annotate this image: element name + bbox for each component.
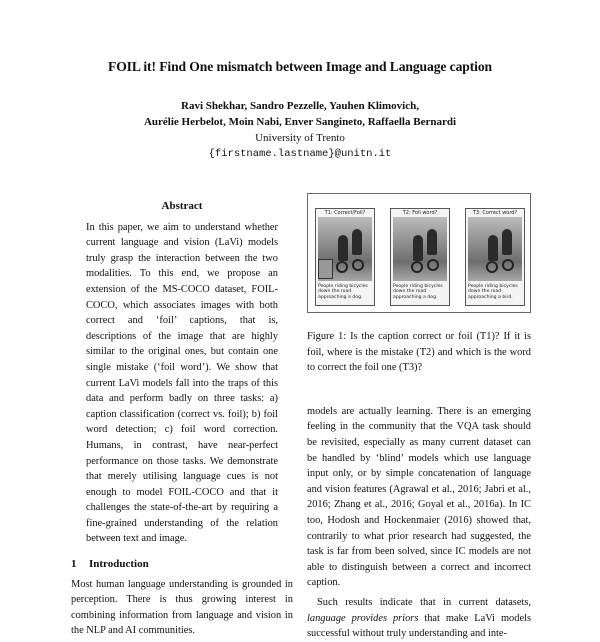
figure-panel-t3 bbox=[465, 208, 525, 306]
left-column bbox=[71, 199, 293, 639]
abstract-heading: Abstract bbox=[161, 200, 203, 212]
panel-inset-dog bbox=[318, 259, 333, 279]
author-block bbox=[0, 98, 600, 162]
right-column bbox=[307, 193, 531, 642]
paper-title: FOIL it! Find One mismatch between Image and Language caption bbox=[108, 59, 492, 74]
abstract-text: In this paper, we aim to understand whether current language and vision (LaVi) models truly grasp the interaction between the two modalities. To this end, we propose an extension of the MS-COCO dataset, FOIL-COCO, which associates images with both correct and ‘foil’ captions, that is, descriptions of the image that are highly similar to the original ones, but contain one single mistake (‘foil word’). We show that current LaVi models fall into the traps of this data and perform badly on three tasks: a) caption classification (correct vs. foil); b) foil word detection; c) foil word correction. Humans, in contrast, have near-perfect performance on those tasks. We demonstrate that merely utilising language cues is not enough to model FOIL-COCO and that it challenges the state-of-the-art by requiring a fine-grained understanding of the relation between text and image. bbox=[86, 221, 278, 545]
affiliation: University of Trento bbox=[255, 132, 345, 144]
right-column-body bbox=[307, 404, 531, 642]
figure-caption: Figure 1: Is the caption correct or foil (T1)? If it is foil, where is the mistake (T2) and which is the word to correct the foil one (T3)? bbox=[307, 331, 531, 374]
panel-header: T2: Foil word? bbox=[402, 210, 438, 216]
section-title: Introduction bbox=[89, 558, 149, 571]
figure-1 bbox=[307, 193, 531, 313]
panel-caption: People riding bicycles down the road approaching a dog. bbox=[318, 284, 368, 300]
panel-caption: People riding bicycles down the road approaching a bird. bbox=[468, 284, 518, 300]
figure-panel-t2 bbox=[390, 208, 450, 306]
introduction-paragraph: Most human language understanding is grounded in perception. There is thus growing interest in combining information from language and vision in the NLP and AI communities. bbox=[71, 578, 293, 637]
panel-photo bbox=[393, 217, 447, 281]
author-names-line-2: Aurélie Herbelot, Moin Nabi, Enver Sangineto, Raffaella Bernardi bbox=[143, 116, 457, 128]
author-names-line-1: Ravi Shekhar, Sandro Pezzelle, Yauhen Klimovich, bbox=[181, 100, 419, 112]
body-paragraph-2 bbox=[307, 595, 531, 642]
para2-end: that make LaVi models successful without truly understanding and inte- bbox=[307, 612, 531, 640]
para2-start: Such results indicate that in current datasets, bbox=[317, 596, 531, 608]
panel-photo bbox=[468, 217, 522, 281]
section-heading-introduction bbox=[71, 557, 293, 573]
panel-header: T1: Correct/Foil? bbox=[324, 210, 366, 216]
panel-caption: People riding bicycles down the road approaching a dog. bbox=[393, 284, 443, 300]
section-number: 1 bbox=[71, 558, 77, 571]
author-email: {firstname.lastname}@unitn.it bbox=[208, 148, 392, 160]
body-paragraph-1: models are actually learning. There is an emerging feeling in the community that the VQA task should be revisited, especially as many current dataset can be handled by ‘blind’ models which use language input only, or by simple concatenation of language and vision features (Agrawal et al., 2016; Jabri et al., 2016; Zhang et al., 2016; Goyal et al., 2016a). In IC too, Hodosh and Hockenmaier (2016) showed that, contrarily to what prior research had suggested, the task is far from been solved, since IC models are not able to distinguish between a correct and incorrect caption. bbox=[307, 405, 531, 589]
figure-panel-t1 bbox=[315, 208, 375, 306]
para2-italic: language provides priors bbox=[307, 612, 419, 624]
panel-header: T3: Correct word? bbox=[472, 210, 518, 216]
